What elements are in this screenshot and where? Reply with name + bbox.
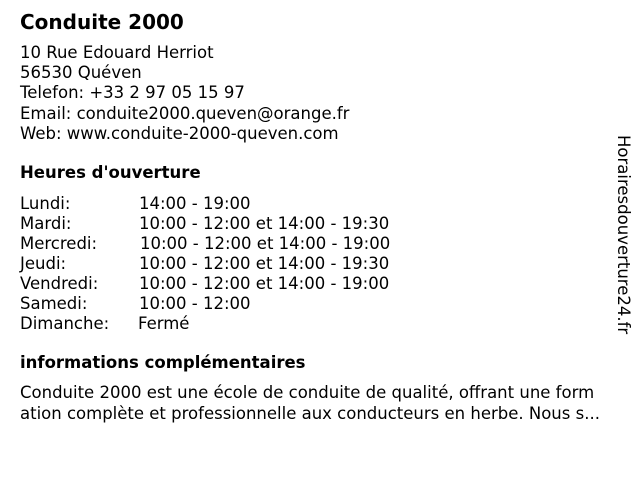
phone-number: Telefon: +33 2 97 05 15 97: [20, 83, 245, 103]
address-city: 56530 Quéven: [20, 63, 142, 83]
address-street: 10 Rue Edouard Herriot: [20, 43, 214, 62]
website: Web: www.conduite-2000-queven.com: [20, 123, 339, 143]
contact-block: [20, 43, 349, 144]
email-address: Email: conduite2000.queven@orange.fr: [20, 103, 350, 123]
day-label: Samedi:: [20, 294, 88, 313]
description-line: Conduite 2000 est une école de conduite de qualité, offrant une form: [20, 383, 595, 402]
time-value: 10:00 - 12:00 et 14:00 - 19:30: [139, 214, 390, 233]
business-name: Conduite 2000: [20, 10, 184, 34]
time-value: Fermé: [138, 314, 190, 333]
business-description: [20, 383, 632, 424]
time-value: 10:00 - 12:00 et 14:00 - 19:00: [139, 274, 390, 293]
opening-hours-heading: Heures d'ouverture: [20, 163, 201, 182]
additional-info-heading: informations complémentaires: [20, 353, 306, 372]
time-value: 10:00 - 12:00 et 14:00 - 19:00: [140, 234, 391, 253]
watermark-text: Horairesdouverture24.fr: [614, 135, 633, 335]
day-label: Lundi:: [20, 194, 71, 213]
description-line: ation complète et professionnelle aux conducteurs en herbe. Nous s...: [20, 403, 600, 423]
day-label: Dimanche:: [20, 314, 110, 333]
time-value: 10:00 - 12:00: [139, 294, 251, 313]
time-value: 10:00 - 12:00 et 14:00 - 19:30: [139, 254, 390, 273]
day-label: Mardi:: [20, 214, 72, 233]
time-value: 14:00 - 19:00: [139, 194, 251, 213]
day-label: Vendredi:: [20, 274, 99, 293]
watermark: [614, 135, 634, 343]
day-label: Mercredi:: [20, 234, 98, 253]
day-label: Jeudi:: [20, 254, 67, 273]
